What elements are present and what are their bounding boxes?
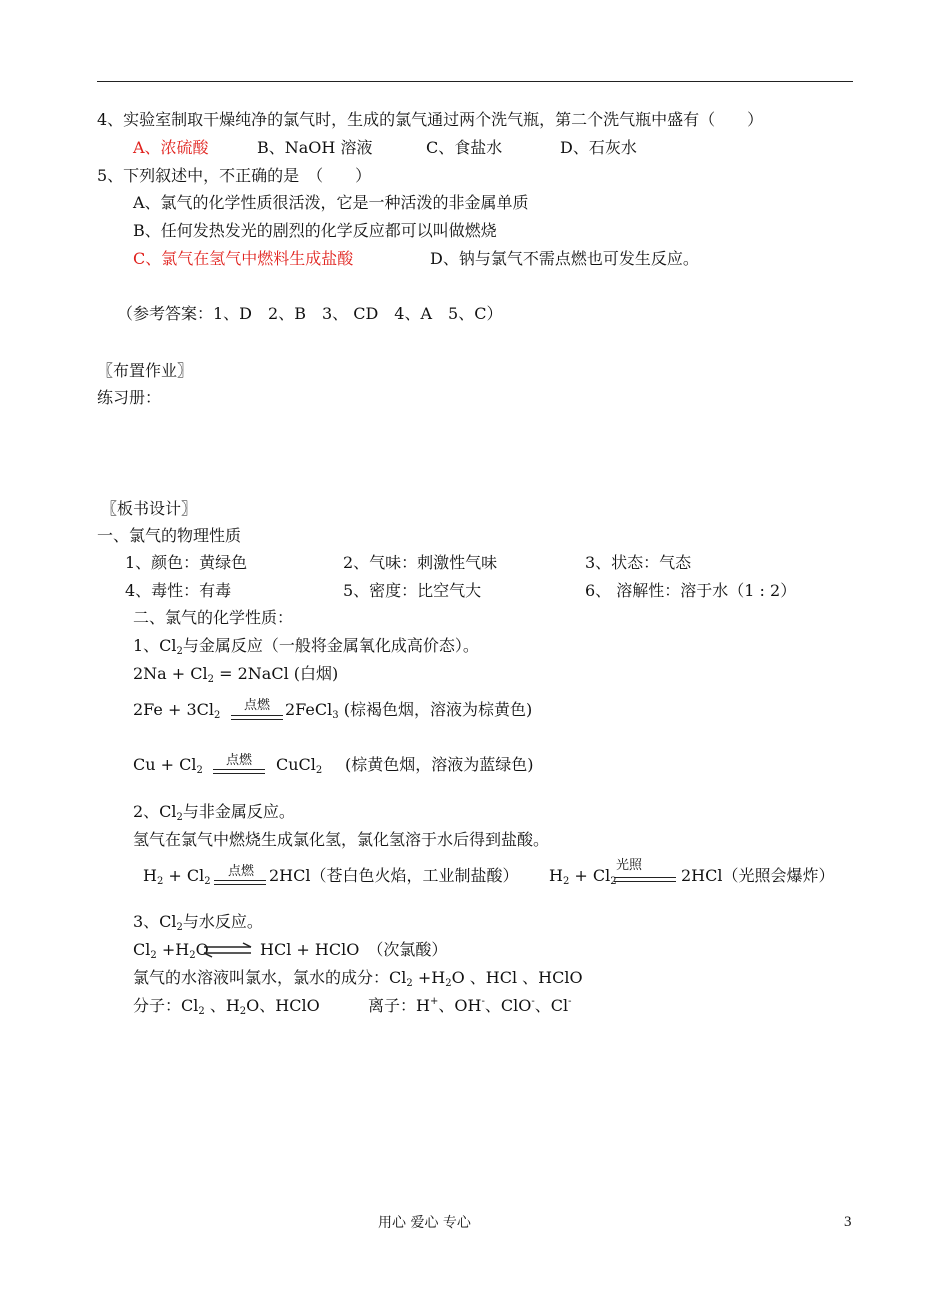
reaction-with-water-heading: 3、$Cl_2$与水反应。 (133, 912, 263, 933)
equation-iron-right: 2FeCl$_3$ (棕褐色烟，溶液为棕黄色) (285, 700, 533, 721)
q5-stem: 5、下列叙述中，不正确的是 （ ） (97, 166, 372, 185)
q4-stem: 4、实验室制取干燥纯净的氯气时，生成的氯气通过两个洗气瓶，第二个洗气瓶中盛有（ ） (97, 110, 764, 129)
q4-option-b: B、NaOH 溶液 (257, 138, 373, 157)
equals-double-line (614, 877, 676, 882)
header-rule (97, 81, 853, 82)
condition-light: 光照 (616, 858, 643, 873)
property-toxicity: 4、毒性：有毒 (125, 581, 232, 600)
equals-double-line (213, 769, 265, 774)
hydrogen-description: 氢气在氯气中燃烧生成氯化氢，氯化氢溶于水后得到盐酸。 (133, 830, 550, 849)
q4-option-c: C、食盐水 (426, 138, 503, 157)
reaction-with-nonmetals-heading: 2、$Cl_2$与非金属反应。 (133, 802, 295, 823)
page-number: 3 (844, 1214, 852, 1230)
property-density: 5、密度：比空气大 (343, 581, 482, 600)
board-title: 〖板书设计〗 (101, 499, 198, 518)
chlorine-water-components: 氯气的水溶液叫氯水，氯水的成分：$Cl_2 +H_2O$ 、HCl 、HClO (133, 968, 583, 989)
equation-iron-left: $2Fe + 3Cl_2$ (133, 700, 221, 721)
reversible-arrow-icon (203, 942, 253, 958)
property-smell: 2、气味：刺激性气味 (343, 553, 498, 572)
q5-option-d: D、钠与氯气不需点燃也可发生反应。 (430, 249, 699, 268)
equation-copper-left: $Cu + Cl_2$ (133, 755, 203, 776)
property-solubility: 6、 溶解性：溶于水（1 : 2） (585, 581, 797, 600)
equation-hydrogen-light-left: $H_2 + Cl_2$ (549, 866, 617, 887)
ions-list: 离子：H+、OH-、ClO-、Cl- (368, 996, 572, 1015)
footer-text: 用心 爱心 专心 (378, 1215, 471, 1231)
q4-option-d: D、石灰水 (560, 138, 637, 157)
molecules-list: 分子：$Cl_2$ 、$H_2O$、HClO (133, 996, 320, 1017)
reference-answers: （参考答案：1、D 2、B 3、 CD 4、A 5、C） (117, 304, 503, 323)
property-color: 1、颜色：黄绿色 (125, 553, 248, 572)
equation-copper-note: (棕黄色烟，溶液为蓝绿色) (345, 755, 534, 774)
equation-water-right: HCl + HClO （次氯酸） (260, 940, 448, 959)
equation-sodium: $2Na + Cl_2$ = 2NaCl (白烟) (133, 664, 339, 685)
condition-ignite: 点燃 (226, 753, 253, 768)
equation-hydrogen-light-right: 2HCl（光照会爆炸） (681, 866, 835, 885)
equals-double-line (231, 715, 283, 720)
q4-option-a: A、浓硫酸 (133, 138, 209, 157)
q5-option-b: B、任何发热发光的剧烈的化学反应都可以叫做燃烧 (133, 221, 497, 240)
property-state: 3、状态：气态 (585, 553, 692, 572)
condition-ignite: 点燃 (228, 864, 255, 879)
reaction-with-metals-heading: 1、$Cl_2$与金属反应（一般将金属氧化成高价态）。 (133, 636, 479, 657)
homework-text: 练习册： (97, 388, 162, 407)
section-chemical-properties: 二、氯气的化学性质： (133, 608, 294, 627)
equals-double-line (214, 880, 266, 885)
equation-water-left: $Cl_2 +H_2O$ (133, 940, 209, 961)
homework-title: 〖布置作业〗 (97, 361, 194, 380)
q5-option-a: A、氯气的化学性质很活泼，它是一种活泼的非金属单质 (133, 193, 529, 212)
equation-copper-right: CuCl$_2$ (276, 755, 323, 776)
equation-hydrogen-ignite-right: 2HCl（苍白色火焰，工业制盐酸） (269, 866, 519, 885)
equation-hydrogen-ignite-left: $H_2 + Cl_2$ (143, 866, 211, 887)
condition-ignite: 点燃 (244, 698, 271, 713)
section-physical-properties: 一、氯气的物理性质 (97, 526, 242, 545)
q5-option-c: C、氯气在氢气中燃料生成盐酸 (133, 249, 354, 268)
